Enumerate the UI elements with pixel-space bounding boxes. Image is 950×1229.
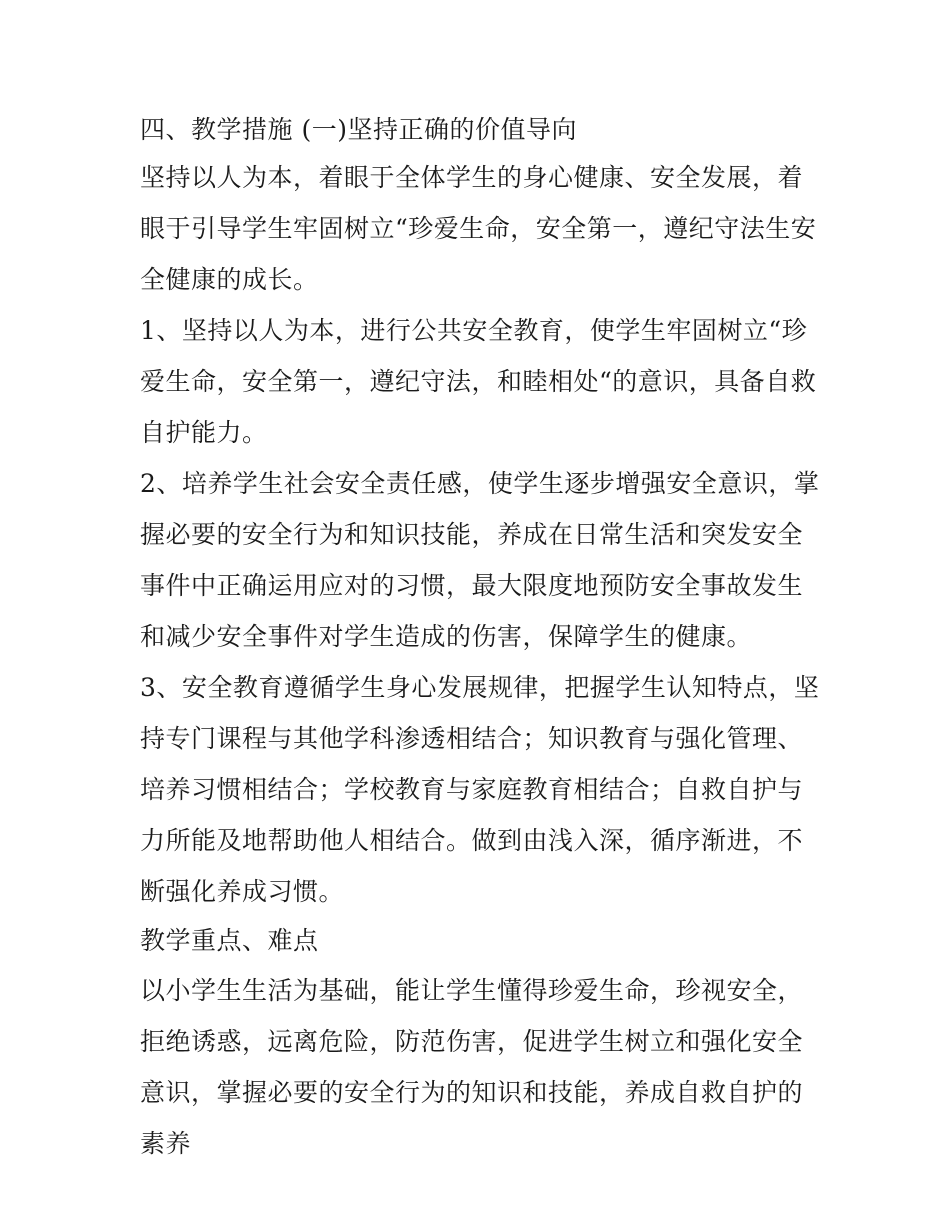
- document-body: [140, 108, 820, 1169]
- key-points-paragraph: 以小学生生活为基础，能让学生懂得珍爱生命，珍视安全，拒绝诱惑，远离危险，防范伤害，促进学生树立和强化安全意识，掌握必要的安全行为的知识和技能，养成自救自护的素养: [140, 976, 804, 1158]
- list-item-1: 1、坚持以人为本，进行公共安全教育，使学生牢固树立“珍爱生命，安全第一，遵纪守法，和睦相处“的意识，具备自救自护能力。: [140, 316, 817, 447]
- key-points-heading: 教学重点、难点: [140, 926, 319, 955]
- intro-paragraph: 坚持以人为本，着眼于全体学生的身心健康、安全发展，着眼于引导学生牢固树立“珍爱生命，安全第一，遵纪守法生安全健康的成长。: [140, 163, 817, 294]
- section-heading: 四、教学措施 (一)坚持正确的价值导向: [140, 115, 577, 144]
- list-item-2: 2、培养学生社会安全责任感，使学生逐步增强安全意识，掌握必要的安全行为和知识技能，养成在日常生活和突发安全事件中正确运用应对的习惯，最大限度地预防安全事故发生和减少安全事件对学生造成的伤害，保障学生的健康。: [140, 469, 820, 651]
- list-item-3: 3、安全教育遵循学生身心发展规律，把握学生认知特点，坚持专门课程与其他学科渗透相结合；知识教育与强化管理、培养习惯相结合；学校教育与家庭教育相结合；自救自护与力所能及地帮助他人相结合。做到由浅入深，循序渐进，不断强化养成习惯。: [140, 673, 820, 906]
